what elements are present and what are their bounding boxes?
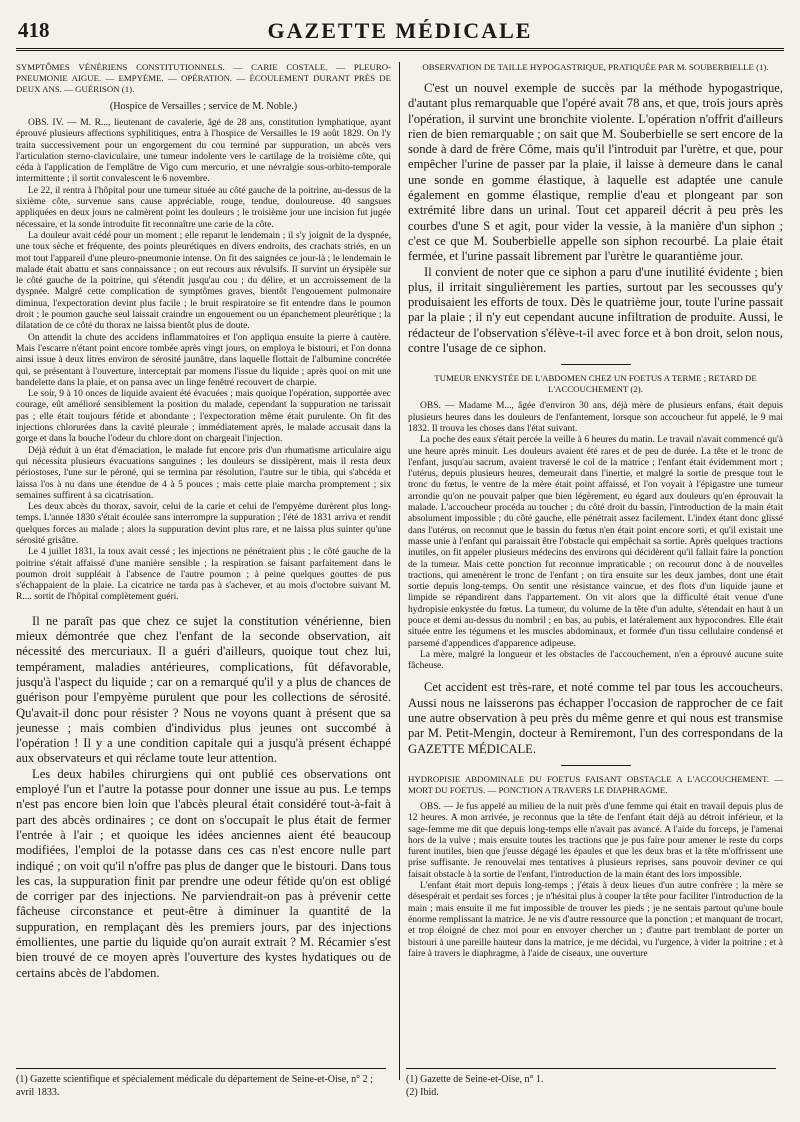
page-header [16, 10, 784, 46]
paragraph: Les deux abcès du thorax, savoir, celui de la carie et celui de l'empyème durèrent plus long-temps. L'année 1830 s'était écoulée sans interrompre la suppuration ; l'été de 1831 arriva et rendit quelques forces au malade ; alors la suppuration devint plus rare, et ne laissa plus suinter qu'une sérosité grisâtre. [16, 502, 391, 546]
paragraph: Le 4 juillet 1831, la toux avait cessé ; les injections ne pénétraient plus ; le côté gauche de la poitrine s'était affaissé d'une manière sensible ; la respiration se faisant parfaitement dans le poumon droit suppléait à l'absence de l'autre poumon ; à peine quelques gouttes de pus s'échappaient de la plaie. La cicatrice ne tarda pas à s'achever, et au mois d'octobre suivant M. R.... sortit de l'hôpital complètement guéri. [16, 547, 391, 603]
paragraph: La douleur avait cédé pour un moment ; elle reparut le lendemain ; il s'y joignit de la dyspnée, une toux sèche et fréquente, des points pleurétiques en divers endroits, des crachats striés, en un mot tout l'appareil d'une pleuro-pneumonie intense. On fit des saignées ce jour-là ; le lendemain le malade était abattu et sans connaissance ; on eut recours aux révulsifs. Il survint un érysipèle sur le côté gauche de la poitrine, qui s'étendit jusqu'au cou ; du délire, et un accroissement de la dyspnée. Malgré cette complication de symptômes graves, bientôt l'engouement pulmonaire diminua, l'expectoration devint plus facile ; le bruit respiratoire se fit entendre dans le poumon droit ; le poumon gauche seul laissait craindre un engouement ou un épanchement pleurétique ; la dilatation de ce côté du thorax ne laissa bientôt plus de doute. [16, 230, 391, 332]
separator [561, 364, 631, 365]
journal-title: GAZETTE MÉDICALE [267, 18, 533, 43]
footnote-text: (1) Gazette scientifique et spécialement médicale du département de Seine-et-Oise, n° 2 ; avril 1833. [16, 1074, 373, 1098]
left-section-subtitle: (Hospice de Versailles ; service de M. Noble.) [109, 101, 298, 112]
paragraph: Cet accident est très-rare, et noté comme tel par tous les accoucheurs. Aussi nous ne laisserons pas échapper l'occasion de rapprocher de ce fait une autre observation à peu près du même genre et qui nous est transmise par M. Petit-Mengin, docteur à Remiremont, l'un des correspondans de la GAZETTE MÉDICALE. [408, 680, 783, 756]
left-footnote [16, 1068, 386, 1099]
right-column [400, 62, 783, 1080]
paragraph: C'est un nouvel exemple de succès par la méthode hypogastrique, d'autant plus remarquable que l'opéré avait 78 ans, et que, trois jours après l'opération, il survint une bronchite violente. L'opération n'offrit d'ailleurs rien de bien remarquable ; on sait que M. Souberbielle se sert encore de la sonde à dard de frère Côme, mais qu'il l'introduit par l'urètre, et que, pour empêcher l'urine de passer par la plaie, il laisse à demeure dans le canal une sonde en gomme élastique, à laquelle est adaptée une canule également en gomme élastique, remplie d'eau et plongeant par son extrémité libre dans un urinal. Tout cet appareil décrit à peu près les courbes d'une S et agit, pour vider la vessie, à la manière d'un siphon ; c'est ce que M. Souberbielle appelle son siphon recourbé. La plaie était fermée, et l'urine passait librement par l'urètre le quarantième jour. [408, 81, 783, 264]
left-column [16, 62, 400, 1080]
separator [561, 765, 631, 766]
right-section2-observation [408, 401, 783, 672]
page-number: 418 [18, 18, 50, 42]
footnote-text: (1) Gazette de Seine-et-Oise, n° 1. [406, 1074, 544, 1085]
paragraph: Déjà réduit à un état d'émaciation, le malade fut encore pris d'un rhumatisme articulaire aigu qui nécessita plusieurs évacuations sanguines ; les douleurs se dissipèrent, mais il resta deux périostoses, l'une sur le péroné, qui se termina par résolution, l'autre sur le tibia, qui s'abcéda et laissa l'os à nu dans une étendue de 4 à 5 pouces ; mais cette plaie marcha promptement ; six semaines suffirent à sa cicatrisation. [16, 445, 391, 501]
right-footnotes [406, 1068, 776, 1099]
header-rule [16, 48, 784, 51]
right-section1-body [408, 81, 783, 356]
paragraph: Les deux habiles chirurgiens qui ont publié ces observations ont employé l'un et l'autre la potasse pour donner une issue au pus. Le temps n'est pas encore bien loin que l'abcès pleural était considéré tout-à-fait à part des abcès ordinaires ; ce dont on s'occupait le plus était de fermer l'entrée à l'air ; et quoique les idées anciennes aient été beaucoup modifiées, l'emploi de la potasse dans ces cas n'est encore nulle part indiqué ; on voit qu'il n'offre pas plus de danger que le bistouri. Dans tous les cas, la suppuration finit par prendre une odeur fétide qu'on est obligé de corriger par des injections. Ne parviendrait-on pas à prévenir cette fâcheuse circonstance et peut-être à diminuer la quantité de la suppuration, en remplaçant dès les premiers jours, par des injections émollientes, une partie du liquide qu'on aurait extrait ? M. Récamier s'est bien trouvé de ce moyen après l'ouverture des kystes hydatiques ou de certains abcès de l'abdomen. [16, 766, 391, 980]
right-section2-title: TUMEUR ENKYSTÉE DE L'ABDOMEN CHEZ UN FOETUS A TERME ; RETARD DE L'ACCOUCHEMENT (2). [434, 373, 757, 395]
left-section-title: SYMPTÔMES VÉNÉRIENS CONSTITUTIONNELS. — CARIE COSTALE. — PLEURO-PNEUMONIE AIGUE. — EMPYÈME. — OPÉRATION. — ÉCOULEMENT DURANT PRÈS DE DEUX ANS. — GUÉRISON (1). [16, 62, 391, 94]
footnote-text: (2) Ibid. [406, 1087, 439, 1098]
paragraph: Il convient de noter que ce siphon a paru d'une inutilité évidente ; bien plus, il irritait singulièrement les parties, surtout par les secousses qu'y produisaient les efforts de toux. Dès le quatrième jour, toute l'urine passait par la plaie ; il n'y eut cependant aucune infiltration de produite. Aussi, le rédacteur de l'observation s'élève-t-il avec force et à bon droit, selon nous, contre l'usage de ce siphon. [408, 264, 783, 356]
paragraph: OBS. — Madame M..., âgée d'environ 30 ans, déjà mère de plusieurs enfans, était depuis plusieurs heures dans les douleurs de l'enfantement, lorsque son accoucheur fut appelé, le 9 mai 1832. Il trouva les choses dans l'état suivant. [408, 401, 783, 434]
paragraph: Le 22, il rentra à l'hôpital pour une tumeur située au côté gauche de la poitrine, au-dessus de la sixième côte, survenue sans cause appréciable, rouge, tendue, douloureuse. 40 sangsues appliquées en deux jours ne calmèrent point les douleurs ; le troisième jour une incision fut jugée nécessaire, et la sonde introduite fit reconnaître une carie de la côte. [16, 185, 391, 230]
columns [16, 62, 784, 1080]
paragraph: OBS. — Je fus appelé au milieu de la nuit près d'une femme qui était en travail depuis plus de 12 heures. A mon arrivée, je reconnus que la tête de l'enfant était déjà au détroit inférieur, et la sage-femme me dit que depuis long-temps elle n'avait pas avancé. A l'aide du forceps, je l'amenai hors de la vulve ; mais ensuite toutes les tractions que je pus faire pour amener le reste du corps furent inutiles, bien que j'eusse dégagé les épaules et que les deux bras et la tête m'offrissent une prise suffisante. Je renouvelai mes tentatives à plusieurs reprises, sans pouvoir deviner ce qui faisait obstacle à la sortie de l'enfant, l'introduction de la main étant des lors impossible. [408, 801, 783, 880]
paragraph: On attendit la chute des accidens inflammatoires et l'on appliqua ensuite la pierre à cautère. Mais l'escarre n'étant point encore tombée après vingt jours, on employa le bistouri, et l'on donna ainsi issue à deux litres environ de sérosité jaunâtre, dans laquelle flottait de l'albumine concrétée qui, se présentant à l'ouverture, interceptait par momens l'issue du liquide ; après quoi on mit une bandelette dans la plaie, et on pansa avec un linge fenêtré recouvert de charpie. [16, 332, 391, 388]
paragraph: L'enfant était mort depuis long-temps ; j'étais à deux lieues d'un autre confrère ; la mère se désespérait et perdait ses forces ; je n'hésitai plus à couper la tête pour faciliter l'introduction de la main ; mais ensuite il me fut impossible de trouver les pieds ; je ne sentais partout qu'une boule énorme remplissant la matrice. Je ne vis d'autre ressource que la ponction ; et manquant de trocart, et trop éloigné de chez moi pour en envoyer chercher un ; d'autre part tremblant de porter un bistouri à une pareille hauteur dans la matrice, je me décidai, vu l'urgence, à vider la poitrine ; et à faire à travers le diaphragme, à l'aide de ciseaux, une ouverture [408, 881, 783, 959]
paragraph: Le soir, 9 à 10 onces de liquide avaient été évacuées ; mais quoique l'opération, supportée avec courage, eût amélioré sensiblement la position du malade, cependant la suppuration ne tarissait pas ; elle était toujours fétide et abondante ; l'expectoration même était purulente. On fit des injections chlorurées dans la cavité pleurale ; immédiatement après, le malade accusait dans la gorge et dans la bouche l'odeur du chlore dont on chargeait l'injection. [16, 389, 391, 445]
left-commentary [16, 614, 391, 981]
right-section3-observation [408, 802, 783, 960]
paragraph: La poche des eaux s'était percée la veille à 6 heures du matin. Le travail n'avait commencé qu'à une heure après minuit. Les douleurs avaient été rares et de peu de durée. La tête et le tronc de l'enfant, jusqu'au sacrum, avaient traversé le col de la matrice ; l'enfant était évidemment mort ; l'utérus, depuis plusieurs heures, demeurait dans l'inertie, et malgré la sortie de presque tout le tronc du fœtus, le ventre de la mère était point affaissé, et l'on voyait à l'épigastre une tumeur arrondie qu'on ne pouvait palper que bien légèrement, eu égard aux douleurs qu'en éprouvait la malade. L'accoucheur procéda au toucher ; du côté droit du bassin, l'introduction de la main était absolument impossible ; du côté gauche, elle pénétrait assez facilement. L'index étant donc glissé dans l'utérus, on reconnut que le bassin du fœtus n'en était point encore sorti, et qu'il existait une masse unie à l'enfant qui paraissait être l'obstacle qui empêchait sa sortie. Après quelques tractions inutiles, on fit appeler plusieurs médecins des environs qui décidèrent qu'il fallait faire la ponction de la tumeur. Mais cette ponction fut reconnue impraticable ; on recourut donc à de nouvelles tractions, qui amenèrent le tronc de l'enfant ; on tira ensuite sur les deux jambes, dont une était sortie depuis long-temps. On sentit une résistance vaincue, et des flots d'un liquide jaune et limpide se répandirent dans l'appartement. On vit alors que la difficulté était venue d'une hydropisie enkystée du fœtus. La tumeur, du volume de la tête d'un adulte, s'étendait en haut à un pouce et demi au-dessus du nombril ; en bas, au pubis, et latéralement aux hypocondres. Elle était située entre les tégumens et les muscles abdominaux, et formée d'un tissu cellulaire condensé et parsemé d'appendices d'apparence adipeuse. [408, 435, 783, 649]
right-section3-title: HYDROPISIE ABDOMINALE DU FOETUS FAISANT OBSTACLE A L'ACCOUCHEMENT. — MORT DU FOETUS. — PONCTION A TRAVERS LE DIAPHRAGME. [408, 773, 783, 795]
left-observation [16, 118, 391, 604]
paragraph: Il ne paraît pas que chez ce sujet la constitution vénérienne, bien mieux démontrée que chez l'enfant de la seconde observation, ait nécessité des mercuriaux. Il a guéri d'ailleurs, quoique tout chez lui, tempérament, maladies antérieures, complications, fût défavorable, jusqu'à l'aspect du liquide ; car on a remarqué qu'il y a plus de chances de guérison pour l'empyème purulent que pour les collections de sérosité. Qu'avait-il donc pour résister ? Nous ne voyons quant à présent que sa jeunesse ; mais combien d'individus plus jeunes ont succombé à l'opération ! Il y a une condition capitale qui a jusqu'à présent échappé aux observateurs et qui réclame toute leur attention. [16, 613, 391, 766]
right-section2-commentary [408, 680, 783, 756]
right-section1-title: OBSERVATION DE TAILLE HYPOGASTRIQUE, PRATIQUÉE PAR M. SOUBERBIELLE (1). [422, 62, 769, 72]
paragraph: OBS. IV. — M. R..., lieutenant de cavalerie, âgé de 28 ans, constitution lymphatique, ayant éprouvé plusieurs affections syphilitiques, entra à l'hospice de Versailles le 19 août 1829. On l'y traita successivement pour un engorgement du cou terminé par suppuration, un abcès vers l'articulation sterno-claviculaire, une tumeur indolente vers le cartilage de la troisième côte, qui céda à l'application de l'emplâtre de Vigo cum mercurio, et une névralgie sous-orbito-temporale intermittente ; il sortit convalescent le 6 novembre. [16, 118, 391, 185]
paragraph: La mère, malgré la longueur et les obstacles de l'accouchement, n'en a éprouvé aucune suite fâcheuse. [408, 649, 783, 672]
